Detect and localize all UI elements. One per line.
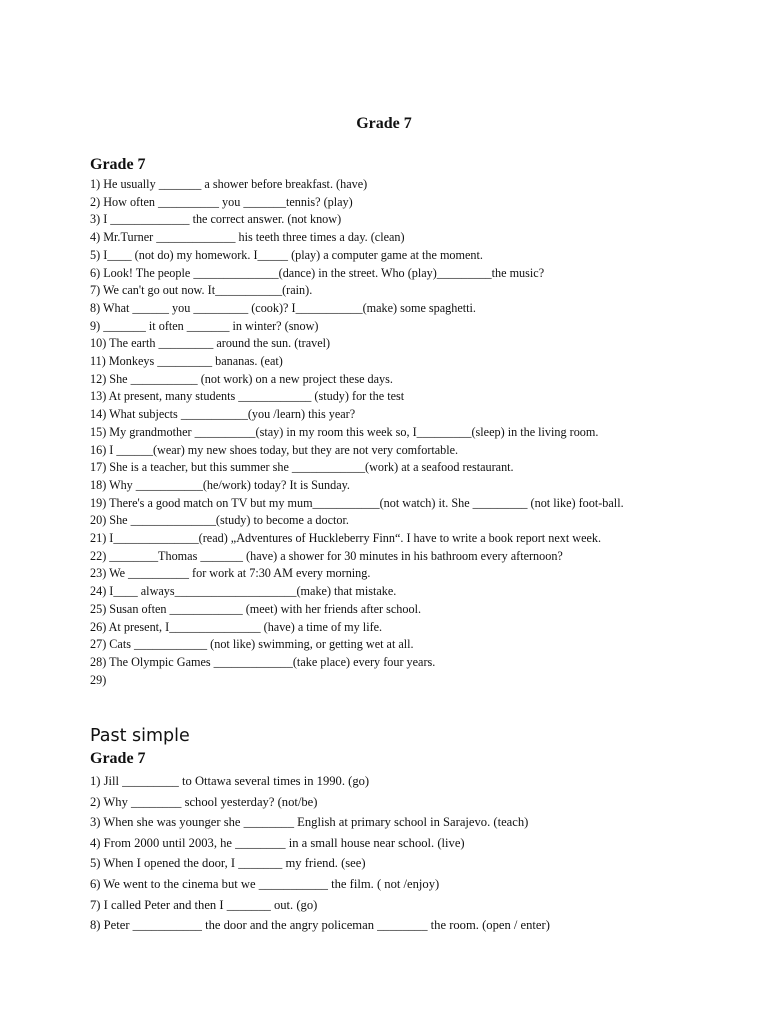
list-item: 29): [90, 672, 107, 687]
list-item: 18) Why ___________(he/work) today? It is Sunday.: [90, 477, 350, 492]
list-item: 27) Cats ____________ (not like) swimming, or getting wet at all.: [90, 637, 414, 652]
list-item: 6) We went to the cinema but we ___________ the film. ( not /enjoy): [90, 876, 440, 891]
present-tense-exercise: [90, 154, 690, 689]
list-item: 8) What ______ you _________ (cook)? I___________(make) some spaghetti.: [90, 300, 476, 315]
list-item: 3) I _____________ the correct answer. (not know): [90, 212, 342, 227]
list-item: 4) From 2000 until 2003, he ________ in a small house near school. (live): [90, 835, 465, 850]
list-item: 9) _______ it often _______ in winter? (snow): [90, 318, 319, 333]
list-item: 5) I____ (not do) my homework. I_____ (play) a computer game at the moment.: [90, 247, 483, 262]
list-item: 6) Look! The people ______________(dance) in the street. Who (play)_________the music?: [90, 265, 545, 280]
list-item: 26) At present, I_______________ (have) a time of my life.: [90, 619, 383, 634]
list-item: 21) I______________(read) „Adventures of Huckleberry Finn“. I have to write a book report next week.: [90, 531, 602, 546]
list-item: 24) I____ always____________________(make) that mistake.: [90, 584, 397, 599]
list-item: 15) My grandmother __________(stay) in my room this week so, I_________(sleep) in the living room.: [90, 424, 599, 439]
list-item: 2) Why ________ school yesterday? (not/be): [90, 794, 318, 809]
list-item: 5) When I opened the door, I _______ my friend. (see): [90, 856, 366, 871]
list-item: 7) I called Peter and then I _______ out. (go): [90, 897, 318, 912]
list-item: 3) When she was younger she ________ English at primary school in Sarajevo. (teach): [90, 815, 529, 830]
exercise-list: [90, 176, 690, 689]
list-item: 28) The Olympic Games _____________(take place) every four years.: [90, 654, 436, 669]
list-item: 8) Peter ___________ the door and the angry policeman ________ the room. (open / enter): [90, 918, 550, 933]
list-item: 1) Jill _________ to Ottawa several times in 1990. (go): [90, 774, 370, 788]
list-item: 1) He usually _______ a shower before breakfast. (have): [90, 177, 368, 191]
list-item: 12) She ___________ (not work) on a new project these days.: [90, 371, 393, 386]
document-title: Grade 7: [356, 115, 412, 132]
section-grade-heading: Grade 7: [90, 156, 146, 173]
list-item: 23) We __________ for work at 7:30 AM every morning.: [90, 566, 371, 581]
list-item: 22) ________Thomas _______ (have) a shower for 30 minutes in his bathroom every afternoon?: [90, 548, 563, 563]
list-item: 11) Monkeys _________ bananas. (eat): [90, 354, 283, 369]
list-item: 17) She is a teacher, but this summer she ____________(work) at a seafood restaurant.: [90, 460, 514, 475]
exercise-list: [90, 771, 690, 936]
list-item: 25) Susan often ____________ (meet) with her friends after school.: [90, 601, 422, 616]
list-item: 4) Mr.Turner _____________ his teeth three times a day. (clean): [90, 230, 405, 245]
list-item: 20) She ______________(study) to become a doctor.: [90, 513, 349, 528]
list-item: 2) How often __________ you _______tennis? (play): [90, 194, 353, 209]
past-simple-heading: Past simple: [90, 726, 190, 746]
list-item: 19) There's a good match on TV but my mum___________(not watch) it. She _________ (not like) foot-ball.: [90, 495, 624, 510]
section-grade-heading: Grade 7: [90, 750, 146, 767]
list-item: 13) At present, many students ____________ (study) for the test: [90, 389, 405, 404]
past-simple-exercise: [90, 724, 690, 936]
list-item: 10) The earth _________ around the sun. (travel): [90, 336, 331, 351]
list-item: 16) I ______(wear) my new shoes today, but they are not very comfortable.: [90, 442, 459, 457]
list-item: 7) We can't go out now. It___________(rain).: [90, 283, 313, 298]
list-item: 14) What subjects ___________(you /learn) this year?: [90, 407, 356, 422]
